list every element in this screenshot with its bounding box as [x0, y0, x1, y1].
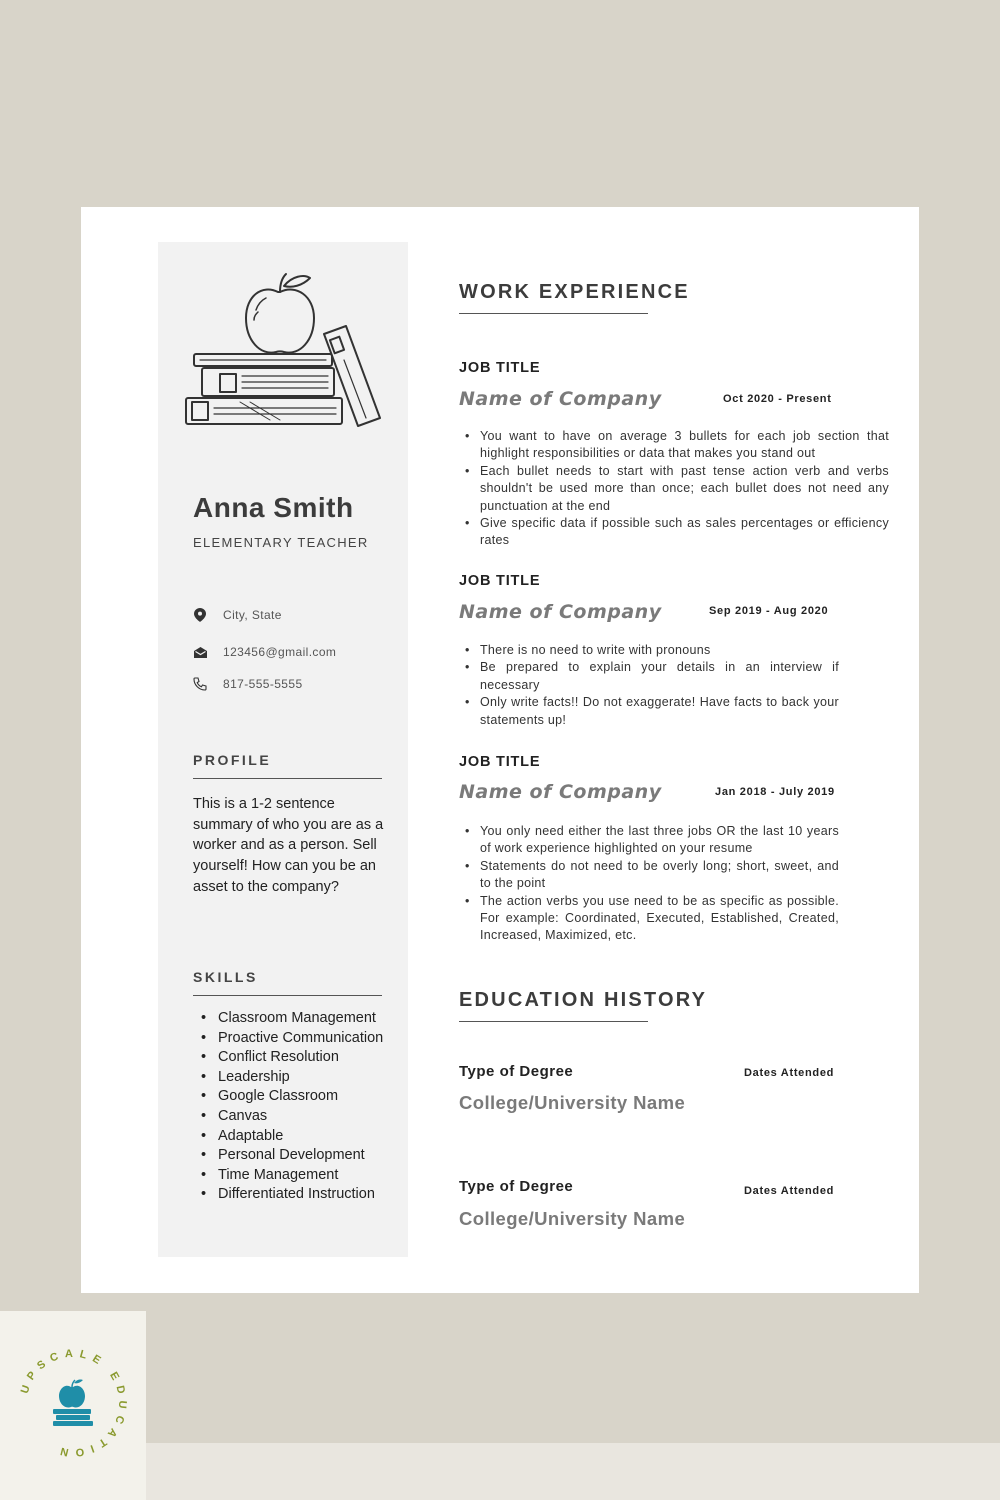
- apple-on-books-icon: [53, 1379, 93, 1426]
- education-dates: Dates Attended: [744, 1067, 835, 1079]
- work-experience-heading: WORK EXPERIENCE: [459, 281, 690, 303]
- job-title: JOB TITLE: [459, 573, 541, 589]
- profile-text: This is a 1-2 sentence summary of who you are as a worker and as a person. Sell yourself! How can you be an asset to the company?: [193, 796, 384, 895]
- list-item: • Personal Development: [193, 1146, 393, 1166]
- work-experience-divider: [459, 313, 648, 314]
- list-item: • Canvas: [193, 1107, 393, 1127]
- list-item: • Google Classroom: [193, 1087, 393, 1107]
- contact-location: [193, 608, 282, 622]
- list-item: • Conflict Resolution: [193, 1048, 393, 1068]
- profile-divider: [193, 778, 382, 779]
- job-bullets: [459, 428, 889, 550]
- upscale-education-logo: [13, 1343, 133, 1463]
- education-heading: EDUCATION HISTORY: [459, 989, 708, 1011]
- education-divider: [459, 1021, 648, 1022]
- profile-heading: PROFILE: [193, 752, 272, 768]
- brand-logo: [0, 1311, 146, 1500]
- skills-list: [193, 1009, 393, 1205]
- apple-on-books-icon: [180, 268, 386, 434]
- job-dates: Jan 2018 - July 2019: [715, 786, 835, 798]
- list-item: • Adaptable: [193, 1127, 393, 1147]
- contact-email: [193, 645, 336, 659]
- job-bullets: [459, 823, 839, 945]
- list-item: • Proactive Communication: [193, 1029, 393, 1049]
- list-item: • You want to have on average 3 bullets for each job section that highlight responsibilities or data that makes you stand out: [459, 428, 889, 463]
- list-item: • Statements do not need to be overly long; short, sweet, and to the point: [459, 858, 839, 893]
- skills-heading: SKILLS: [193, 969, 258, 985]
- list-item: • Each bullet needs to start with past tense action verb and verbs shouldn't be used more than once; each bullet does not need any punctuation at the end: [459, 463, 889, 515]
- college-name: College/University Name: [459, 1208, 686, 1229]
- location-text: City, State: [223, 608, 282, 622]
- svg-text:UPSCALE EDUCATION: UPSCALE EDUCATION: [18, 1347, 129, 1459]
- map-pin-icon: [193, 608, 207, 622]
- skills-divider: [193, 995, 382, 996]
- candidate-name: Anna Smith: [193, 492, 354, 523]
- company-name: Name of Company: [459, 781, 662, 803]
- job-title: JOB TITLE: [459, 754, 541, 770]
- company-name: Name of Company: [459, 601, 662, 623]
- list-item: • You only need either the last three jobs OR the last 10 years of work experience highlighted on your resume: [459, 823, 839, 858]
- degree-type: Type of Degree: [459, 1178, 574, 1195]
- list-item: • Time Management: [193, 1166, 393, 1186]
- job-bullets: [459, 642, 839, 729]
- job-dates: Oct 2020 - Present: [723, 393, 832, 405]
- job-dates: Sep 2019 - Aug 2020: [709, 605, 829, 617]
- list-item: • Differentiated Instruction: [193, 1185, 393, 1205]
- list-item: • Give specific data if possible such as sales percentages or efficiency rates: [459, 515, 889, 550]
- contact-phone: [193, 677, 303, 691]
- envelope-icon: [193, 645, 207, 659]
- company-name: Name of Company: [459, 388, 662, 410]
- background-band: [0, 1443, 1000, 1500]
- email-text: 123456@gmail.com: [223, 645, 337, 659]
- degree-type: Type of Degree: [459, 1063, 574, 1080]
- job-title: JOB TITLE: [459, 360, 541, 376]
- list-item: • Classroom Management: [193, 1009, 393, 1029]
- candidate-role: ELEMENTARY TEACHER: [193, 535, 369, 550]
- list-item: • The action verbs you use need to be as specific as possible. For example: Coordinated, Executed, Established, Created, Increased, Maximized, etc.: [459, 893, 839, 945]
- college-name: College/University Name: [459, 1092, 686, 1113]
- list-item: • Leadership: [193, 1068, 393, 1088]
- education-dates: Dates Attended: [744, 1185, 835, 1197]
- list-item: • There is no need to write with pronouns: [459, 642, 839, 659]
- resume-page: [81, 207, 919, 1293]
- sidebar: [158, 242, 408, 1257]
- phone-icon: [193, 677, 207, 691]
- phone-text: 817-555-5555: [223, 677, 303, 691]
- list-item: • Only write facts!! Do not exaggerate! Have facts to back your statements up!: [459, 694, 839, 729]
- list-item: • Be prepared to explain your details in an interview if necessary: [459, 659, 839, 694]
